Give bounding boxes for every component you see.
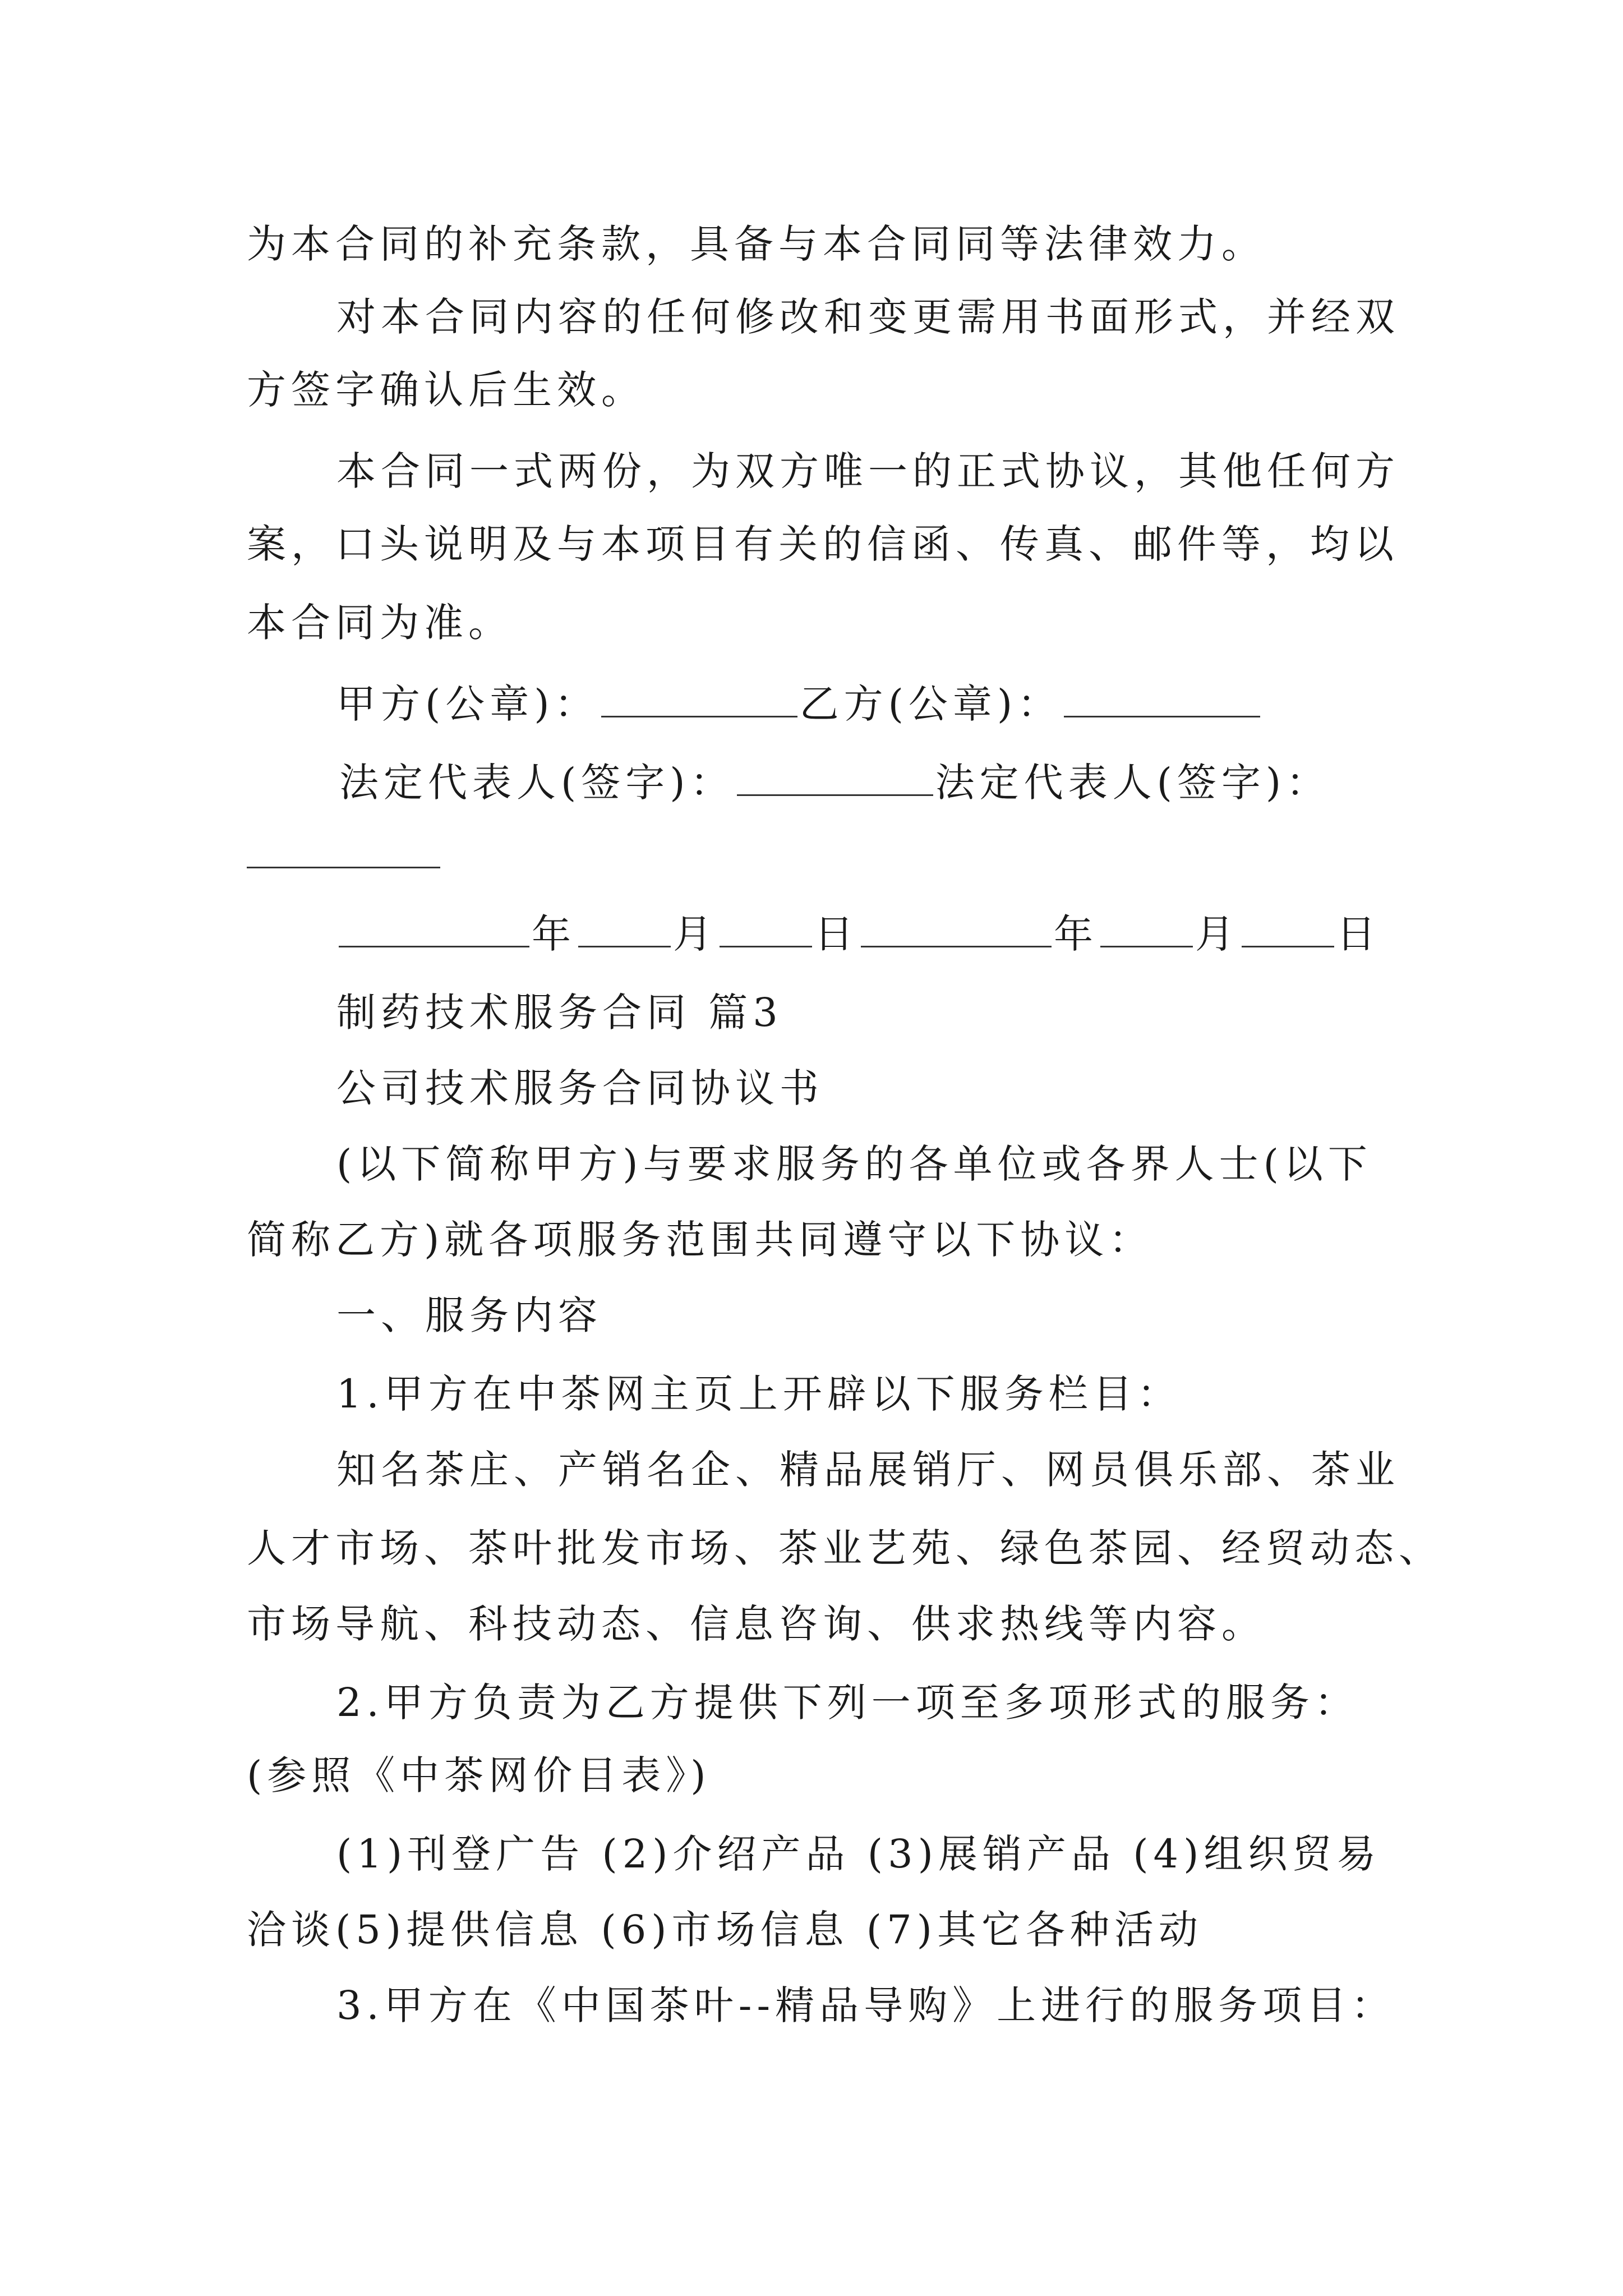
seal-line bbox=[336, 679, 1262, 729]
paragraph-line: 简称乙方)就各项服务范围共同遵守以下协议： bbox=[247, 1217, 1154, 1263]
party-b-representative-label: 法定代表人(签字)： bbox=[935, 760, 1331, 806]
clause-heading: 一、服务内容 bbox=[336, 1292, 602, 1338]
date-line bbox=[336, 909, 1381, 959]
paragraph-line: 为本合同的补充条款，具备与本合同同等法律效力。 bbox=[247, 221, 1266, 267]
year-label: 年 bbox=[1054, 911, 1098, 957]
section-title: 制药技术服务合同 篇3 bbox=[336, 990, 783, 1036]
agreement-title: 公司技术服务合同协议书 bbox=[336, 1065, 824, 1111]
year-label: 年 bbox=[532, 911, 576, 957]
paragraph-line: 2.甲方负责为乙方提供下列一项至多项形式的服务： bbox=[336, 1680, 1359, 1726]
party-b-year-blank bbox=[861, 912, 1052, 947]
paragraph-line: 知名茶庄、产销名企、精品展销厅、网员俱乐部、茶业 bbox=[336, 1447, 1400, 1493]
day-label: 日 bbox=[1336, 911, 1381, 957]
paragraph-line: 1.甲方在中茶网主页上开辟以下服务栏目： bbox=[336, 1371, 1182, 1417]
paragraph-line: 市场导航、科技动态、信息咨询、供求热线等内容。 bbox=[247, 1601, 1266, 1647]
paragraph-line: 对本合同内容的任何修改和变更需用书面形式，并经双 bbox=[336, 294, 1400, 340]
party-b-seal-label: 乙方(公章)： bbox=[799, 681, 1062, 727]
party-a-year-blank bbox=[339, 912, 529, 947]
party-a-seal-label: 甲方(公章)： bbox=[336, 681, 599, 727]
paragraph-line: 本合同一式两份，为双方唯一的正式协议，其他任何方 bbox=[336, 448, 1400, 494]
paragraph-line: (以下简称甲方)与要求服务的各单位或各界人士(以下 bbox=[336, 1141, 1372, 1187]
party-a-representative-blank bbox=[737, 761, 933, 796]
paragraph-line: 人才市场、茶叶批发市场、茶业艺苑、绿色茶园、经贸动态、 bbox=[247, 1525, 1443, 1571]
paragraph-line: 洽谈(5)提供信息 (6)市场信息 (7)其它各种活动 bbox=[247, 1907, 1203, 1953]
paragraph-line: (参照《中茶网价目表》) bbox=[247, 1752, 711, 1798]
party-a-month-blank bbox=[578, 912, 671, 947]
paragraph-line: 本合同为准。 bbox=[247, 600, 513, 646]
month-label: 月 bbox=[673, 911, 717, 957]
party-b-day-blank bbox=[1242, 912, 1334, 947]
party-b-month-blank bbox=[1100, 912, 1193, 947]
paragraph-line: (1)刊登广告 (2)介绍产品 (3)展销产品 (4)组织贸易 bbox=[336, 1831, 1381, 1877]
representative-line bbox=[339, 757, 1330, 808]
paragraph-line: 3.甲方在《中国茶叶--精品导购》上进行的服务项目： bbox=[336, 1982, 1396, 2028]
day-label: 日 bbox=[814, 911, 859, 957]
paragraph-line: 案，口头说明及与本项目有关的信函、传真、邮件等，均以 bbox=[247, 521, 1399, 567]
party-a-day-blank bbox=[720, 912, 812, 947]
month-label: 月 bbox=[1195, 911, 1239, 957]
party-b-representative-blank bbox=[247, 867, 440, 868]
party-a-representative-label: 法定代表人(签字)： bbox=[339, 760, 735, 806]
party-a-seal-blank bbox=[601, 682, 797, 717]
party-b-seal-blank bbox=[1064, 682, 1260, 717]
paragraph-line: 方签字确认后生效。 bbox=[247, 367, 645, 413]
